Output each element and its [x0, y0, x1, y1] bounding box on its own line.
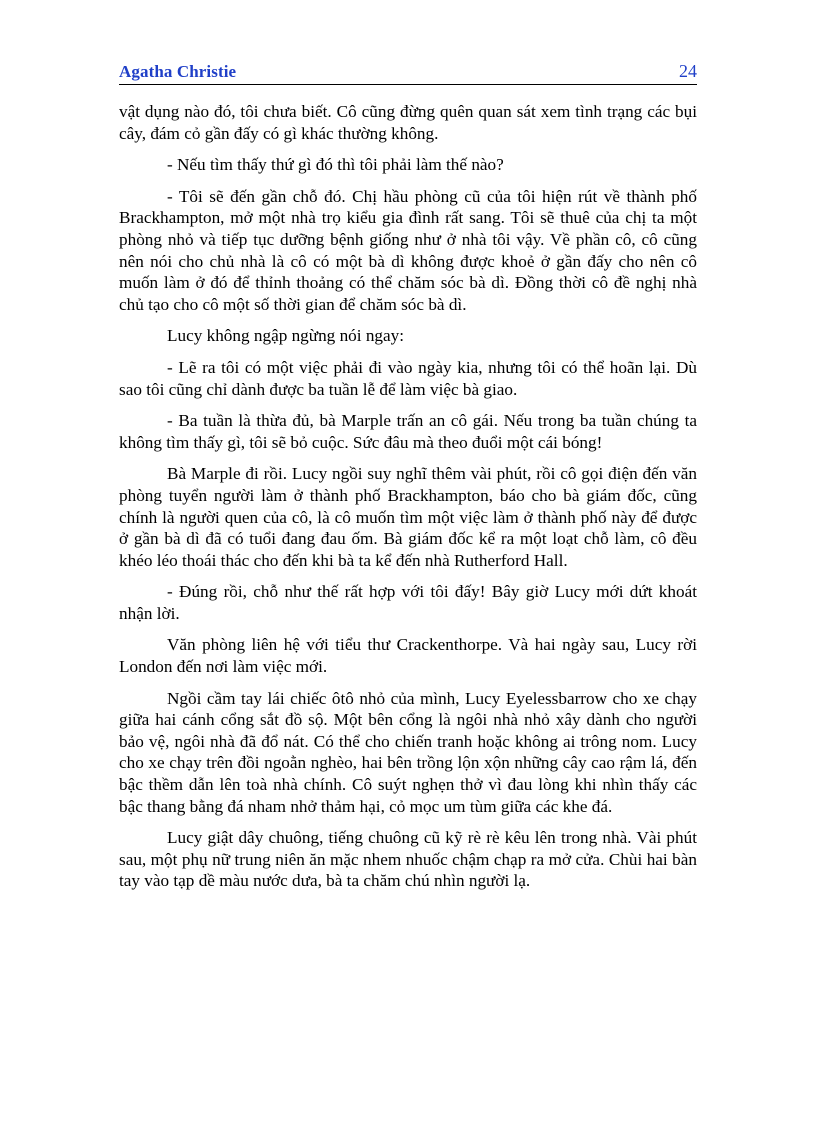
paragraph: - Ba tuần là thừa đủ, bà Marple trấn an cô gái. Nếu trong ba tuần chúng ta không tìm thấy gì, tôi sẽ bỏ cuộc. Sức đâu mà theo đuổi một cái bóng! [119, 411, 697, 452]
paragraph: Ngồi cầm tay lái chiếc ôtô nhỏ của mình, Lucy Eyelessbarrow cho xe chạy giữa hai cánh cổng sắt đồ sộ. Một bên cổng là ngôi nhà nhỏ xây dành cho người bảo vệ, ngôi nhà đã đổ nát. Có thể cho chiến tranh hoặc không ai trông nom. Lucy cho xe chạy trên đồi ngoằn nghèo, hai bên trồng lộn xộn những cây cao rậm lá, đến bậc thềm dẫn lên toà nhà chính. Cô suýt nghẹn thở vì đau lòng khi nhìn thấy các bậc thang bằng đá nham nhở thảm hại, cỏ mọc um tùm giữa các khe đá. [119, 688, 697, 816]
paragraph: - Nếu tìm thấy thứ gì đó thì tôi phải làm thế nào? [167, 155, 504, 175]
paragraph: Lucy giật dây chuông, tiếng chuông cũ kỹ rè rè kêu lên trong nhà. Vài phút sau, một phụ nữ trung niên ăn mặc nhem nhuốc chậm chạp ra mở cửa. Chùi hai bàn tay vào tạp dề màu nước dưa, bà ta chăm chú nhìn người lạ. [119, 828, 697, 891]
paragraph: - Tôi sẽ đến gần chỗ đó. Chị hầu phòng cũ của tôi hiện rút về thành phố Brackhampton, mở một nhà trọ kiểu gia đình rất sang. Tôi sẽ thuê của chị ta một phòng nhỏ và tiếp tục dưỡng bệnh giống như ở nhà tôi vậy. Về phần cô, cô cũng nên nói cho chủ nhà là cô có một bà dì không được khoẻ ở gần đấy cho nên cô muốn làm ở đó để thỉnh thoảng có thể chăm sóc bà dì. Đồng thời cô đề nghị nhà chủ tạo cho cô một số thời gian để chăm sóc bà dì. [119, 186, 697, 314]
paragraph: - Lẽ ra tôi có một việc phải đi vào ngày kia, nhưng tôi có thể hoãn lại. Dù sao tôi cũng chỉ dành được ba tuần lễ để làm việc bà giao. [119, 357, 697, 399]
running-header-author: Agatha Christie [119, 62, 237, 81]
paragraph: - Đúng rồi, chỗ như thế rất hợp với tôi đấy! Bây giờ Lucy mới dứt khoát nhận lời. [119, 582, 697, 623]
paragraph: Lucy không ngập ngừng nói ngay: [167, 326, 405, 346]
paragraph: vật dụng nào đó, tôi chưa biết. Cô cũng đừng quên quan sát xem tình trạng các bụi cây, đám cỏ gần đấy có gì khác thường không. [119, 102, 697, 143]
page-number: 24 [679, 61, 697, 81]
paragraph: Văn phòng liên hệ với tiểu thư Crackenthorpe. Và hai ngày sau, Lucy rời London đến nơi làm việc mới. [119, 635, 697, 677]
paragraph: Bà Marple đi rồi. Lucy ngồi suy nghĩ thêm vài phút, rồi cô gọi điện đến văn phòng tuyển người làm ở thành phố Brackhampton, báo cho bà giám đốc, cũng chính là người quen của cô, là cô muốn tìm một việc làm ở thành phố này để được ở gần bà dì đã có tuổi đang đau ốm. Bà giám đốc kể ra một loạt chỗ làm, cô đều khéo léo thoái thác cho đến khi bà ta kể đến nhà Rutherford Hall. [119, 464, 697, 570]
page-header [119, 60, 697, 85]
page-body [119, 101, 697, 902]
